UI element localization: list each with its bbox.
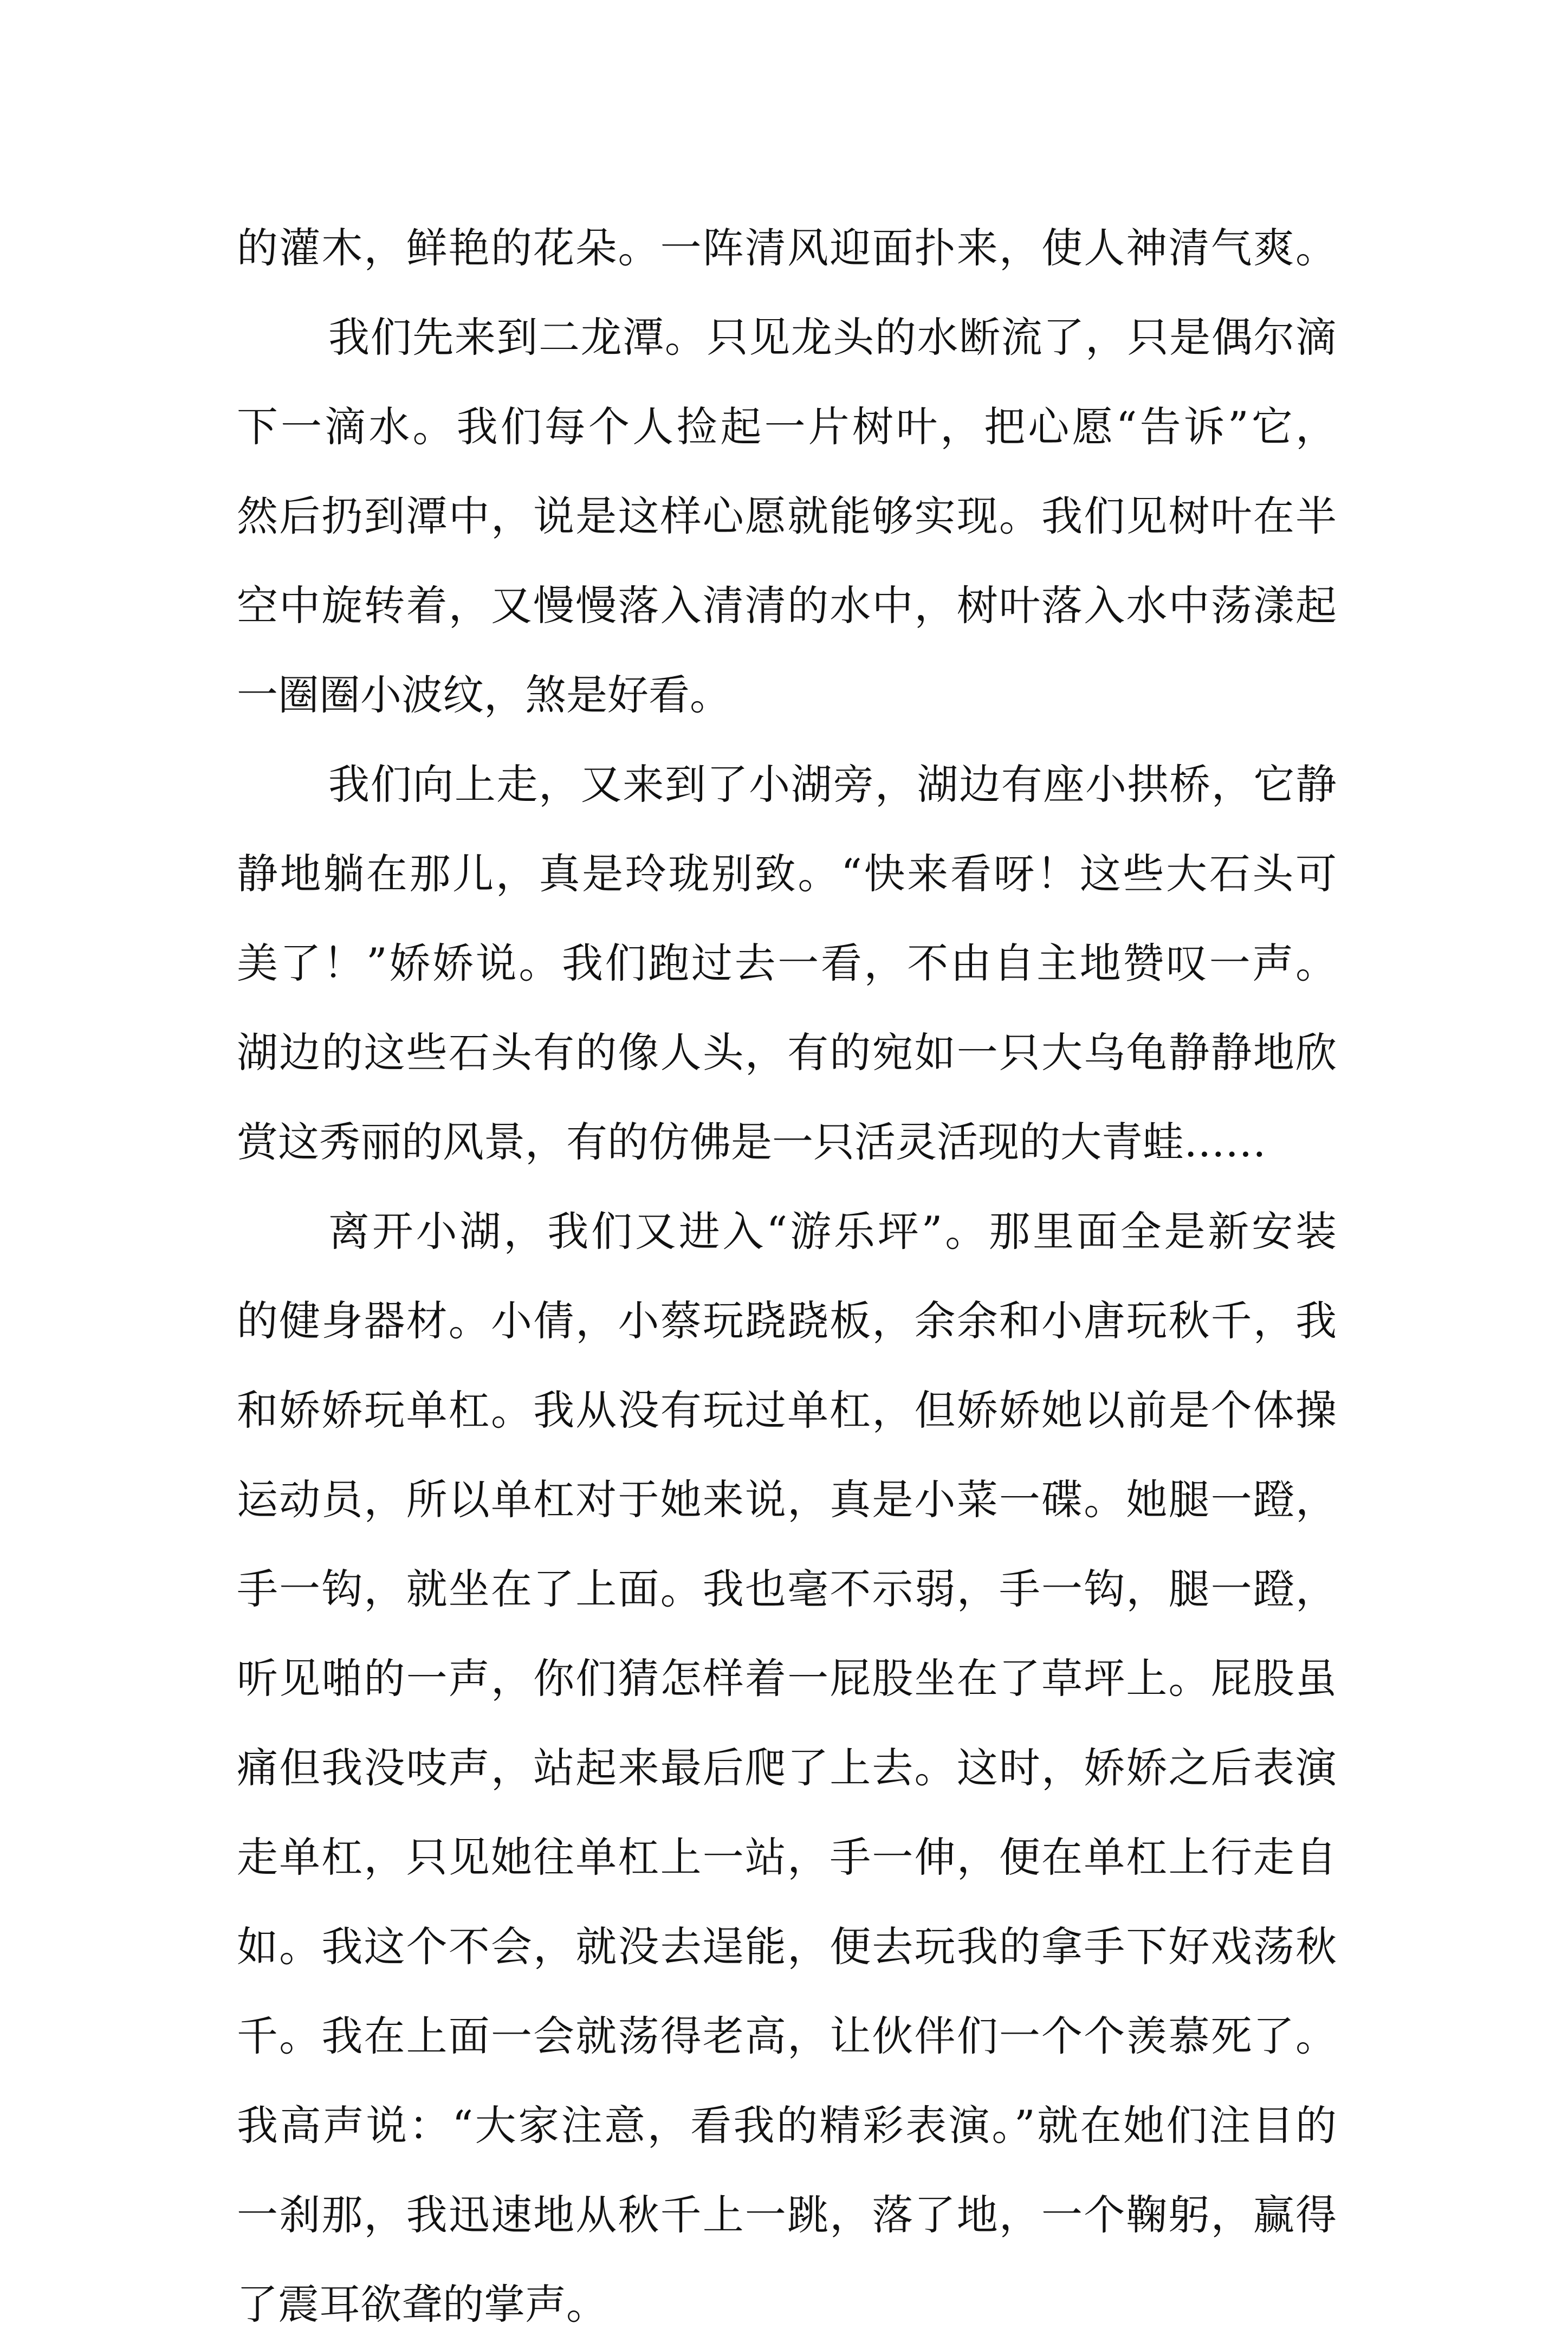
text-line: 然后扔到潭中，说是这样心愿就能够实现。我们见树叶在半 <box>237 492 1337 540</box>
paragraph-last-line: 赏这秀丽的风景，有的仿佛是一只活灵活现的大青蛙…… <box>237 1118 1266 1166</box>
paragraph-first-line: 我们向上走，又来到了小湖旁，湖边有座小拱桥，它静 <box>328 760 1337 808</box>
text-line: 千。我在上面一会就荡得老高，让伙伴们一个个羡慕死了。 <box>237 2012 1337 2060</box>
text-line: 的灌木，鲜艳的花朵。一阵清风迎面扑来，使人神清气爽。 <box>237 224 1337 272</box>
paragraph-last-line: 了震耳欲聋的掌声。 <box>237 2280 607 2328</box>
text-line: 我高声说：“大家注意，看我的精彩表演。”就在她们注目的 <box>237 2101 1337 2150</box>
text-line: 走单杠，只见她往单杠上一站，手一伸，便在单杠上行走自 <box>237 1833 1337 1881</box>
text-line: 湖边的这些石头有的像人头，有的宛如一只大乌龟静静地欣 <box>237 1028 1337 1077</box>
text-line: 听见啪的一声，你们猜怎样着一屁股坐在了草坪上。屁股虽 <box>237 1654 1337 1703</box>
paragraph-last-line: 一圈圈小波纹，煞是好看。 <box>237 671 731 719</box>
text-line: 痛但我没吱声，站起来最后爬了上去。这时，娇娇之后表演 <box>237 1744 1337 1792</box>
text-line: 一刹那，我迅速地从秋千上一跳，落了地，一个鞠躬，赢得 <box>237 2191 1337 2239</box>
text-line: 的健身器材。小倩，小蔡玩跷跷板，余余和小唐玩秋千，我 <box>237 1297 1337 1345</box>
essay-body <box>237 203 1337 2349</box>
paragraph-first-line: 离开小湖，我们又进入“游乐坪”。那里面全是新安装 <box>328 1207 1337 1256</box>
text-line: 美了！”娇娇说。我们跑过去一看，不由自主地赞叹一声。 <box>237 939 1337 987</box>
text-line: 和娇娇玩单杠。我从没有玩过单杠，但娇娇她以前是个体操 <box>237 1386 1337 1434</box>
paragraph-first-line: 我们先来到二龙潭。只见龙头的水断流了，只是偶尔滴 <box>328 313 1337 361</box>
text-line: 如。我这个不会，就没去逞能，便去玩我的拿手下好戏荡秋 <box>237 1923 1337 1971</box>
text-line: 空中旋转着，又慢慢落入清清的水中，树叶落入水中荡漾起 <box>237 581 1337 630</box>
text-line: 运动员，所以单杠对于她来说，真是小菜一碟。她腿一蹬， <box>237 1476 1337 1524</box>
text-line: 下一滴水。我们每个人捡起一片树叶，把心愿“告诉”它， <box>237 403 1337 451</box>
text-line: 手一钩，就坐在了上面。我也毫不示弱，手一钩，腿一蹬， <box>237 1565 1337 1613</box>
text-line: 静地躺在那儿，真是玲珑别致。“快来看呀！这些大石头可 <box>237 850 1337 898</box>
